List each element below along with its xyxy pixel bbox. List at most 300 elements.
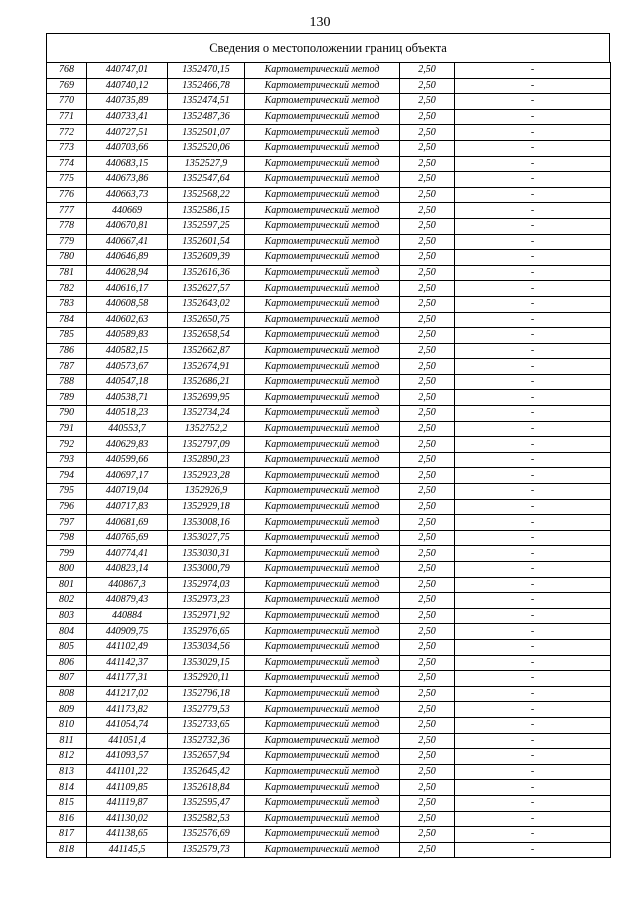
point-number-cell: 818 [47,842,87,858]
accuracy-cell: 2,50 [400,94,455,110]
coordinates-table-body [47,63,611,858]
y-coordinate-cell: 1353027,75 [168,530,245,546]
point-number-cell: 804 [47,624,87,640]
y-coordinate-cell: 1352501,07 [168,125,245,141]
method-cell: Картометрический метод [245,468,400,484]
accuracy-cell: 2,50 [400,343,455,359]
note-cell: - [455,468,611,484]
table-row [47,140,611,156]
x-coordinate-cell: 440599,66 [87,452,168,468]
table-row [47,639,611,655]
table-row [47,234,611,250]
y-coordinate-cell: 1353000,79 [168,562,245,578]
point-number-cell: 782 [47,281,87,297]
point-number-cell: 815 [47,795,87,811]
accuracy-cell: 2,50 [400,671,455,687]
x-coordinate-cell: 440589,83 [87,328,168,344]
note-cell: - [455,343,611,359]
table-row [47,156,611,172]
x-coordinate-cell: 440538,71 [87,390,168,406]
y-coordinate-cell: 1352520,06 [168,140,245,156]
x-coordinate-cell: 440884 [87,608,168,624]
point-number-cell: 795 [47,484,87,500]
method-cell: Картометрический метод [245,624,400,640]
table-row [47,655,611,671]
note-cell: - [455,437,611,453]
method-cell: Картометрический метод [245,359,400,375]
note-cell: - [455,546,611,562]
point-number-cell: 787 [47,359,87,375]
point-number-cell: 798 [47,530,87,546]
accuracy-cell: 2,50 [400,125,455,141]
point-number-cell: 770 [47,94,87,110]
note-cell: - [455,406,611,422]
y-coordinate-cell: 1352923,28 [168,468,245,484]
note-cell: - [455,156,611,172]
point-number-cell: 816 [47,811,87,827]
accuracy-cell: 2,50 [400,733,455,749]
y-coordinate-cell: 1352734,24 [168,406,245,422]
method-cell: Картометрический метод [245,63,400,79]
x-coordinate-cell: 440608,58 [87,296,168,312]
accuracy-cell: 2,50 [400,764,455,780]
method-cell: Картометрический метод [245,780,400,796]
note-cell: - [455,717,611,733]
note-cell: - [455,359,611,375]
method-cell: Картометрический метод [245,811,400,827]
y-coordinate-cell: 1352796,18 [168,686,245,702]
y-coordinate-cell: 1352890,23 [168,452,245,468]
y-coordinate-cell: 1352974,03 [168,577,245,593]
table-row [47,374,611,390]
x-coordinate-cell: 440518,23 [87,406,168,422]
x-coordinate-cell: 440669 [87,203,168,219]
note-cell: - [455,203,611,219]
accuracy-cell: 2,50 [400,452,455,468]
note-cell: - [455,125,611,141]
y-coordinate-cell: 1352616,36 [168,265,245,281]
x-coordinate-cell: 440602,63 [87,312,168,328]
accuracy-cell: 2,50 [400,499,455,515]
method-cell: Картометрический метод [245,234,400,250]
table-row [47,842,611,858]
x-coordinate-cell: 441138,65 [87,827,168,843]
x-coordinate-cell: 441109,85 [87,780,168,796]
x-coordinate-cell: 440553,7 [87,421,168,437]
coordinates-table [46,62,611,858]
method-cell: Картометрический метод [245,343,400,359]
note-cell: - [455,374,611,390]
x-coordinate-cell: 441217,02 [87,686,168,702]
method-cell: Картометрический метод [245,484,400,500]
accuracy-cell: 2,50 [400,234,455,250]
page-number: 130 [309,15,331,30]
y-coordinate-cell: 1352627,57 [168,281,245,297]
method-cell: Картометрический метод [245,296,400,312]
note-cell: - [455,187,611,203]
note-cell: - [455,780,611,796]
x-coordinate-cell: 440765,69 [87,530,168,546]
accuracy-cell: 2,50 [400,780,455,796]
method-cell: Картометрический метод [245,764,400,780]
accuracy-cell: 2,50 [400,686,455,702]
y-coordinate-cell: 1352547,64 [168,172,245,188]
x-coordinate-cell: 441142,37 [87,655,168,671]
point-number-cell: 777 [47,203,87,219]
y-coordinate-cell: 1353034,56 [168,639,245,655]
point-number-cell: 783 [47,296,87,312]
method-cell: Картометрический метод [245,203,400,219]
point-number-cell: 817 [47,827,87,843]
note-cell: - [455,624,611,640]
note-cell: - [455,218,611,234]
point-number-cell: 791 [47,421,87,437]
method-cell: Картометрический метод [245,795,400,811]
x-coordinate-cell: 440573,67 [87,359,168,375]
accuracy-cell: 2,50 [400,250,455,266]
accuracy-cell: 2,50 [400,655,455,671]
method-cell: Картометрический метод [245,187,400,203]
point-number-cell: 788 [47,374,87,390]
table-row [47,281,611,297]
accuracy-cell: 2,50 [400,811,455,827]
table-row [47,733,611,749]
y-coordinate-cell: 1352576,69 [168,827,245,843]
note-cell: - [455,265,611,281]
y-coordinate-cell: 1352650,75 [168,312,245,328]
y-coordinate-cell: 1353029,15 [168,655,245,671]
x-coordinate-cell: 440547,18 [87,374,168,390]
y-coordinate-cell: 1353030,31 [168,546,245,562]
y-coordinate-cell: 1352797,09 [168,437,245,453]
y-coordinate-cell: 1352582,53 [168,811,245,827]
table-row [47,593,611,609]
accuracy-cell: 2,50 [400,296,455,312]
note-cell: - [455,702,611,718]
accuracy-cell: 2,50 [400,484,455,500]
method-cell: Картометрический метод [245,140,400,156]
note-cell: - [455,94,611,110]
method-cell: Картометрический метод [245,717,400,733]
accuracy-cell: 2,50 [400,577,455,593]
note-cell: - [455,655,611,671]
accuracy-cell: 2,50 [400,312,455,328]
note-cell: - [455,749,611,765]
x-coordinate-cell: 440823,14 [87,562,168,578]
table-row [47,624,611,640]
accuracy-cell: 2,50 [400,156,455,172]
method-cell: Картометрический метод [245,499,400,515]
note-cell: - [455,390,611,406]
method-cell: Картометрический метод [245,842,400,858]
x-coordinate-cell: 440703,66 [87,140,168,156]
x-coordinate-cell: 440727,51 [87,125,168,141]
method-cell: Картометрический метод [245,265,400,281]
accuracy-cell: 2,50 [400,530,455,546]
y-coordinate-cell: 1352752,2 [168,421,245,437]
table-row [47,515,611,531]
table-row [47,764,611,780]
y-coordinate-cell: 1352645,42 [168,764,245,780]
y-coordinate-cell: 1352662,87 [168,343,245,359]
point-number-cell: 797 [47,515,87,531]
note-cell: - [455,312,611,328]
accuracy-cell: 2,50 [400,795,455,811]
y-coordinate-cell: 1352976,65 [168,624,245,640]
method-cell: Картометрический метод [245,562,400,578]
y-coordinate-cell: 1352466,78 [168,78,245,94]
x-coordinate-cell: 440733,41 [87,109,168,125]
x-coordinate-cell: 440681,69 [87,515,168,531]
table-row [47,717,611,733]
note-cell: - [455,764,611,780]
point-number-cell: 805 [47,639,87,655]
note-cell: - [455,562,611,578]
table-row [47,780,611,796]
point-number-cell: 799 [47,546,87,562]
accuracy-cell: 2,50 [400,281,455,297]
y-coordinate-cell: 1352474,51 [168,94,245,110]
y-coordinate-cell: 1352618,84 [168,780,245,796]
method-cell: Картометрический метод [245,452,400,468]
table-row [47,343,611,359]
x-coordinate-cell: 441119,87 [87,795,168,811]
point-number-cell: 775 [47,172,87,188]
accuracy-cell: 2,50 [400,218,455,234]
point-number-cell: 776 [47,187,87,203]
point-number-cell: 800 [47,562,87,578]
table-row [47,499,611,515]
accuracy-cell: 2,50 [400,515,455,531]
accuracy-cell: 2,50 [400,608,455,624]
accuracy-cell: 2,50 [400,203,455,219]
accuracy-cell: 2,50 [400,140,455,156]
accuracy-cell: 2,50 [400,842,455,858]
y-coordinate-cell: 1352658,54 [168,328,245,344]
method-cell: Картометрический метод [245,218,400,234]
table-row [47,749,611,765]
method-cell: Картометрический метод [245,749,400,765]
section-title: Сведения о местоположении границ объекта [46,33,610,62]
y-coordinate-cell: 1352601,54 [168,234,245,250]
method-cell: Картометрический метод [245,250,400,266]
note-cell: - [455,639,611,655]
accuracy-cell: 2,50 [400,546,455,562]
x-coordinate-cell: 440719,04 [87,484,168,500]
y-coordinate-cell: 1352586,15 [168,203,245,219]
method-cell: Картометрический метод [245,702,400,718]
y-coordinate-cell: 1352732,36 [168,733,245,749]
x-coordinate-cell: 440582,15 [87,343,168,359]
method-cell: Картометрический метод [245,374,400,390]
note-cell: - [455,499,611,515]
point-number-cell: 784 [47,312,87,328]
note-cell: - [455,671,611,687]
method-cell: Картометрический метод [245,577,400,593]
point-number-cell: 808 [47,686,87,702]
point-number-cell: 811 [47,733,87,749]
table-row [47,702,611,718]
point-number-cell: 810 [47,717,87,733]
note-cell: - [455,811,611,827]
x-coordinate-cell: 440740,12 [87,78,168,94]
method-cell: Картометрический метод [245,281,400,297]
note-cell: - [455,842,611,858]
note-cell: - [455,63,611,79]
point-number-cell: 780 [47,250,87,266]
accuracy-cell: 2,50 [400,265,455,281]
table-row [47,468,611,484]
x-coordinate-cell: 440673,86 [87,172,168,188]
table-row [47,795,611,811]
point-number-cell: 801 [47,577,87,593]
method-cell: Картометрический метод [245,671,400,687]
table-row [47,172,611,188]
method-cell: Картометрический метод [245,94,400,110]
method-cell: Картометрический метод [245,312,400,328]
y-coordinate-cell: 1352733,65 [168,717,245,733]
table-row [47,437,611,453]
table-row [47,686,611,702]
table-row [47,187,611,203]
point-number-cell: 778 [47,218,87,234]
note-cell: - [455,827,611,843]
method-cell: Картометрический метод [245,608,400,624]
table-row [47,125,611,141]
x-coordinate-cell: 441177,31 [87,671,168,687]
table-row [47,265,611,281]
method-cell: Картометрический метод [245,421,400,437]
point-number-cell: 796 [47,499,87,515]
x-coordinate-cell: 440616,17 [87,281,168,297]
table-row [47,359,611,375]
point-number-cell: 768 [47,63,87,79]
table-row [47,78,611,94]
accuracy-cell: 2,50 [400,639,455,655]
note-cell: - [455,686,611,702]
point-number-cell: 793 [47,452,87,468]
note-cell: - [455,296,611,312]
note-cell: - [455,421,611,437]
x-coordinate-cell: 440667,41 [87,234,168,250]
table-row [47,390,611,406]
x-coordinate-cell: 440670,81 [87,218,168,234]
y-coordinate-cell: 1352597,25 [168,218,245,234]
accuracy-cell: 2,50 [400,187,455,203]
y-coordinate-cell: 1352579,73 [168,842,245,858]
x-coordinate-cell: 441093,57 [87,749,168,765]
point-number-cell: 769 [47,78,87,94]
accuracy-cell: 2,50 [400,593,455,609]
x-coordinate-cell: 440646,89 [87,250,168,266]
method-cell: Картометрический метод [245,546,400,562]
table-row [47,421,611,437]
method-cell: Картометрический метод [245,686,400,702]
y-coordinate-cell: 1352657,94 [168,749,245,765]
method-cell: Картометрический метод [245,437,400,453]
note-cell: - [455,593,611,609]
table-row [47,312,611,328]
table-row [47,484,611,500]
accuracy-cell: 2,50 [400,749,455,765]
accuracy-cell: 2,50 [400,328,455,344]
table-row [47,250,611,266]
point-number-cell: 794 [47,468,87,484]
x-coordinate-cell: 440717,83 [87,499,168,515]
note-cell: - [455,78,611,94]
table-row [47,530,611,546]
note-cell: - [455,484,611,500]
table-row [47,546,611,562]
note-cell: - [455,515,611,531]
table-row [47,671,611,687]
accuracy-cell: 2,50 [400,702,455,718]
method-cell: Картометрический метод [245,78,400,94]
point-number-cell: 806 [47,655,87,671]
x-coordinate-cell: 440909,75 [87,624,168,640]
table-row [47,608,611,624]
x-coordinate-cell: 440879,43 [87,593,168,609]
x-coordinate-cell: 440663,73 [87,187,168,203]
y-coordinate-cell: 1352595,47 [168,795,245,811]
note-cell: - [455,109,611,125]
table-row [47,562,611,578]
y-coordinate-cell: 1352929,18 [168,499,245,515]
x-coordinate-cell: 441173,82 [87,702,168,718]
table-row [47,296,611,312]
method-cell: Картометрический метод [245,827,400,843]
x-coordinate-cell: 440747,01 [87,63,168,79]
note-cell: - [455,452,611,468]
note-cell: - [455,234,611,250]
point-number-cell: 812 [47,749,87,765]
accuracy-cell: 2,50 [400,827,455,843]
method-cell: Картометрический метод [245,156,400,172]
point-number-cell: 774 [47,156,87,172]
note-cell: - [455,608,611,624]
y-coordinate-cell: 1352926,9 [168,484,245,500]
point-number-cell: 814 [47,780,87,796]
x-coordinate-cell: 440628,94 [87,265,168,281]
x-coordinate-cell: 441101,22 [87,764,168,780]
note-cell: - [455,140,611,156]
accuracy-cell: 2,50 [400,562,455,578]
method-cell: Картометрический метод [245,639,400,655]
y-coordinate-cell: 1352686,21 [168,374,245,390]
note-cell: - [455,328,611,344]
x-coordinate-cell: 441051,4 [87,733,168,749]
y-coordinate-cell: 1352609,39 [168,250,245,266]
point-number-cell: 786 [47,343,87,359]
point-number-cell: 773 [47,140,87,156]
accuracy-cell: 2,50 [400,421,455,437]
table-row [47,203,611,219]
point-number-cell: 789 [47,390,87,406]
accuracy-cell: 2,50 [400,390,455,406]
method-cell: Картометрический метод [245,109,400,125]
note-cell: - [455,795,611,811]
table-row [47,811,611,827]
point-number-cell: 809 [47,702,87,718]
note-cell: - [455,577,611,593]
table-row [47,827,611,843]
note-cell: - [455,530,611,546]
method-cell: Картометрический метод [245,593,400,609]
x-coordinate-cell: 440774,41 [87,546,168,562]
y-coordinate-cell: 1352568,22 [168,187,245,203]
method-cell: Картометрический метод [245,328,400,344]
y-coordinate-cell: 1353008,16 [168,515,245,531]
